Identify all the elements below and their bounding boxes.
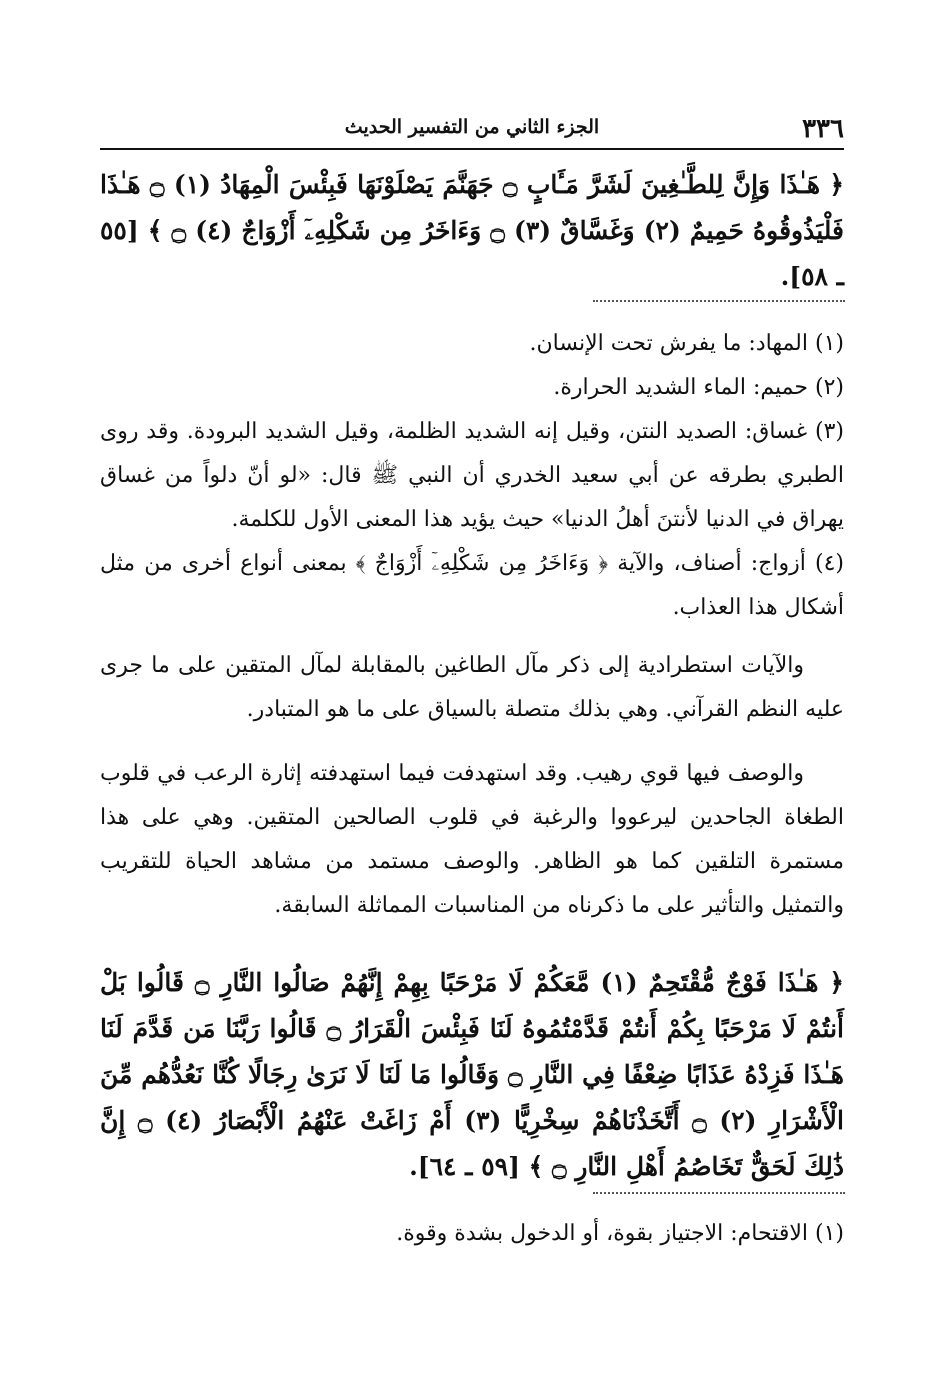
page-number: ٣٣٦ bbox=[802, 114, 844, 144]
commentary-paragraph-2: والوصف فيها قوي رهيب. وقد استهدفت فيما استهدفته إثارة الرعب في قلوب الطغاة الجاحدين ليرعووا والرغبة في قلوب الصالحين المتقين. وهي على هذا مستمرة التلقين كما هو الظاهر. والوصف مستمد من مشاهد الحياة للتقريب والتمثيل والتأثير على ما ذكرناه من المناسبات المماثلة السابقة. bbox=[100, 761, 844, 918]
footnotes-section bbox=[100, 322, 844, 630]
footnote-3: (٣) غساق: الصديد النتن، وقيل إنه الشديد الظلمة، وقيل الشديد البرودة. وقد روى الطبري بطرقه عن أبي سعيد الخدري أن النبي ﷺ قال: «لو أنّ دلواً من غساق يهراق في الدنيا لأنتنَ أهلُ الدنيا» حيث يؤيد هذا المعنى الأول للكلمة. bbox=[100, 419, 844, 532]
footnotes-section-2 bbox=[100, 1212, 844, 1256]
footnote-2: (٢) حميم: الماء الشديد الحرارة. bbox=[553, 375, 844, 400]
footnote-separator-2 bbox=[593, 1192, 845, 1194]
quran-verse-59-64: ﴿ هَـٰذَا فَوْجٌ مُّقْتَحِمٌ (١) مَّعَكُمْ لَا مَرْحَبًا بِهِمْ إِنَّهُمْ صَالُوا النَّارِ ۝ قَالُوا بَلْ أَنتُمْ لَا مَرْحَبًا بِكُمْ أَنتُمْ قَدَّمْتُمُوهُ لَنَا فَبِئْسَ الْقَرَارُ ۝ قَالُوا رَبَّنَا مَن قَدَّمَ لَنَا هَـٰذَا فَزِدْهُ عَذَابًا ضِعْفًا فِي النَّارِ ۝ وَقَالُوا مَا لَنَا لَا نَرَىٰ رِجَالًا كُنَّا نَعُدُّهُم مِّنَ الْأَشْرَارِ (٢) ۝ أَتَّخَذْنَاهُمْ سِخْرِيًّا (٣) أَمْ زَاغَتْ عَنْهُمُ الْأَبْصَارُ (٤) ۝ إِنَّ ذَٰلِكَ لَحَقٌّ تَخَاصُمُ أَهْلِ النَّارِ ۝ ﴾ [٥٩ ـ ٦٤]. bbox=[100, 968, 844, 1181]
footnote-separator bbox=[593, 300, 845, 302]
page-header bbox=[100, 112, 844, 150]
commentary-paragraph-1: والآيات استطرادية إلى ذكر مآل الطاغين بالمقابلة لمآل المتقين على ما جرى عليه النظم القرآني. وهي بذلك متصلة بالسياق على ما هو المتبادر. bbox=[100, 653, 844, 722]
footnote-1: (١) المهاد: ما يفرش تحت الإنسان. bbox=[529, 331, 844, 356]
quran-verse-55-58: ﴿ هَـٰذَا وَإِنَّ لِلطَّـٰغِينَ لَشَرَّ مَـَٔابٍ ۝ جَهَنَّمَ يَصْلَوْنَهَا فَبِئْسَ الْمِهَادُ (١) ۝ هَـٰذَا فَلْيَذُوقُوهُ حَمِيمٌ (٢) وَغَسَّاقٌ (٣) ۝ وَءَاخَرُ مِن شَكْلِهِۦٓ أَزْوَاجٌ (٤) ۝ ﴾ [٥٥ ـ ٥٨]. bbox=[100, 170, 844, 291]
running-title: الجزء الثاني من التفسير الحديث bbox=[344, 116, 600, 138]
footnote-1b: (١) الاقتحام: الاجتياز بقوة، أو الدخول بشدة وقوة. bbox=[396, 1221, 844, 1246]
footnote-4: (٤) أزواج: أصناف، والآية ﴿ وَءَاخَرُ مِن شَكْلِهِۦٓ أَزْوَاجٌ ﴾ بمعنى أنواع أخرى من مثل أشكال هذا العذاب. bbox=[100, 551, 844, 620]
